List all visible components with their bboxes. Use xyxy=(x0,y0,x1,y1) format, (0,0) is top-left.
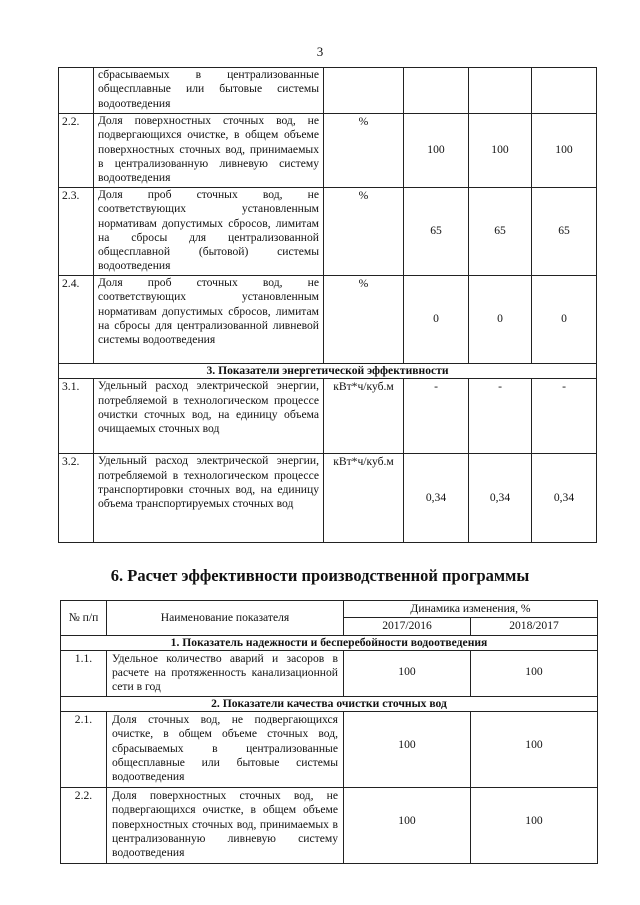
value-cell xyxy=(532,68,597,114)
indicator-name: Удельный расход электрической энергии, потребляемой в технологическом процессе транспортировки сточных вод, на единицу объема транспортируемых сточных вод xyxy=(94,454,324,543)
value-cell: 100 xyxy=(469,114,532,188)
table-row xyxy=(59,276,597,364)
table-row xyxy=(59,68,597,114)
table-row xyxy=(59,454,597,543)
section-title: 3. Показатели энергетической эффективности xyxy=(59,364,597,379)
header-period: 2018/2017 xyxy=(471,618,598,635)
row-number: 1.1. xyxy=(61,650,107,696)
section-title: 1. Показатель надежности и бесперебойности водоотведения xyxy=(61,635,598,650)
page-number: 3 xyxy=(316,44,324,59)
value-cell: 100 xyxy=(471,788,598,864)
efficiency-table xyxy=(60,600,598,864)
section-header-row xyxy=(61,696,598,711)
value-cell: 0 xyxy=(404,276,469,364)
row-number: 2.2. xyxy=(61,788,107,864)
value-cell: 100 xyxy=(471,650,598,696)
value-cell: 100 xyxy=(344,788,471,864)
value-cell: - xyxy=(404,379,469,454)
value-cell: 100 xyxy=(344,650,471,696)
indicator-name: Удельный расход электрической энергии, потребляемой в технологическом процессе очистки сточных вод, на единицу объема очищаемых сточных вод xyxy=(94,379,324,454)
indicator-name: Доля поверхностных сточных вод, не подвергающихся очистке, в общем объеме поверхностных сточных вод, принимаемых в централизованную ливневую систему водоотведения xyxy=(107,788,344,864)
section-header-row xyxy=(59,364,597,379)
value-cell: 0 xyxy=(469,276,532,364)
table-row xyxy=(61,712,598,788)
indicator-name: Доля сточных вод, не подвергающихся очистке, в общем объеме сточных вод, сбрасываемых в централизованные общесплавные или бытовые системы водоотведения xyxy=(107,712,344,788)
value-cell: 100 xyxy=(532,114,597,188)
unit: % xyxy=(324,188,404,276)
row-number: 2.4. xyxy=(59,276,94,364)
value-cell: 0,34 xyxy=(469,454,532,543)
value-cell: 65 xyxy=(404,188,469,276)
header-dynamics: Динамика изменения, % xyxy=(344,601,598,618)
section-heading: 6. Расчет эффективности производственной программы xyxy=(110,566,530,585)
section-title: 2. Показатели качества очистки сточных вод xyxy=(61,696,598,711)
unit xyxy=(324,68,404,114)
row-number: 3.2. xyxy=(59,454,94,543)
unit: % xyxy=(324,114,404,188)
header-period: 2017/2016 xyxy=(344,618,471,635)
value-cell: 100 xyxy=(471,712,598,788)
row-number: 2.1. xyxy=(61,712,107,788)
value-cell xyxy=(404,68,469,114)
indicator-name: Доля проб сточных вод, не соответствующих установленным нормативам допустимых сбросов, лимитам на сбросы для централизованной общесплавной (бытовой) системы водоотведения xyxy=(94,188,324,276)
table-row xyxy=(61,788,598,864)
row-number xyxy=(59,68,94,114)
indicator-name: Доля поверхностных сточных вод, не подвергающихся очистке, в общем объеме поверхностных сточных вод, принимаемых в централизованную ливневую систему водоотведения xyxy=(94,114,324,188)
indicator-name: сбрасываемых в централизованные общесплавные или бытовые системы водоотведения xyxy=(94,68,324,114)
value-cell: - xyxy=(532,379,597,454)
value-cell: 0,34 xyxy=(532,454,597,543)
table-row xyxy=(59,379,597,454)
table-row xyxy=(61,650,598,696)
header-name: Наименование показателя xyxy=(107,601,344,636)
indicators-table-continued xyxy=(58,67,597,543)
indicator-name: Доля проб сточных вод, не соответствующих установленным нормативам допустимых сбросов, лимитам на сбросы для централизованной ливневой системы водоотведения xyxy=(94,276,324,364)
value-cell: 100 xyxy=(344,712,471,788)
value-cell: - xyxy=(469,379,532,454)
table-row xyxy=(59,114,597,188)
value-cell: 0,34 xyxy=(404,454,469,543)
value-cell: 100 xyxy=(404,114,469,188)
table-row xyxy=(59,188,597,276)
value-cell: 65 xyxy=(532,188,597,276)
header-number: № п/п xyxy=(61,601,107,636)
row-number: 2.3. xyxy=(59,188,94,276)
section-header-row xyxy=(61,635,598,650)
indicator-name: Удельное количество аварий и засоров в расчете на протяженность канализационной сети в год xyxy=(107,650,344,696)
unit: кВт*ч/куб.м xyxy=(324,379,404,454)
row-number: 2.2. xyxy=(59,114,94,188)
unit: % xyxy=(324,276,404,364)
row-number: 3.1. xyxy=(59,379,94,454)
value-cell: 0 xyxy=(532,276,597,364)
table-header-row xyxy=(61,601,598,618)
value-cell: 65 xyxy=(469,188,532,276)
value-cell xyxy=(469,68,532,114)
unit: кВт*ч/куб.м xyxy=(324,454,404,543)
